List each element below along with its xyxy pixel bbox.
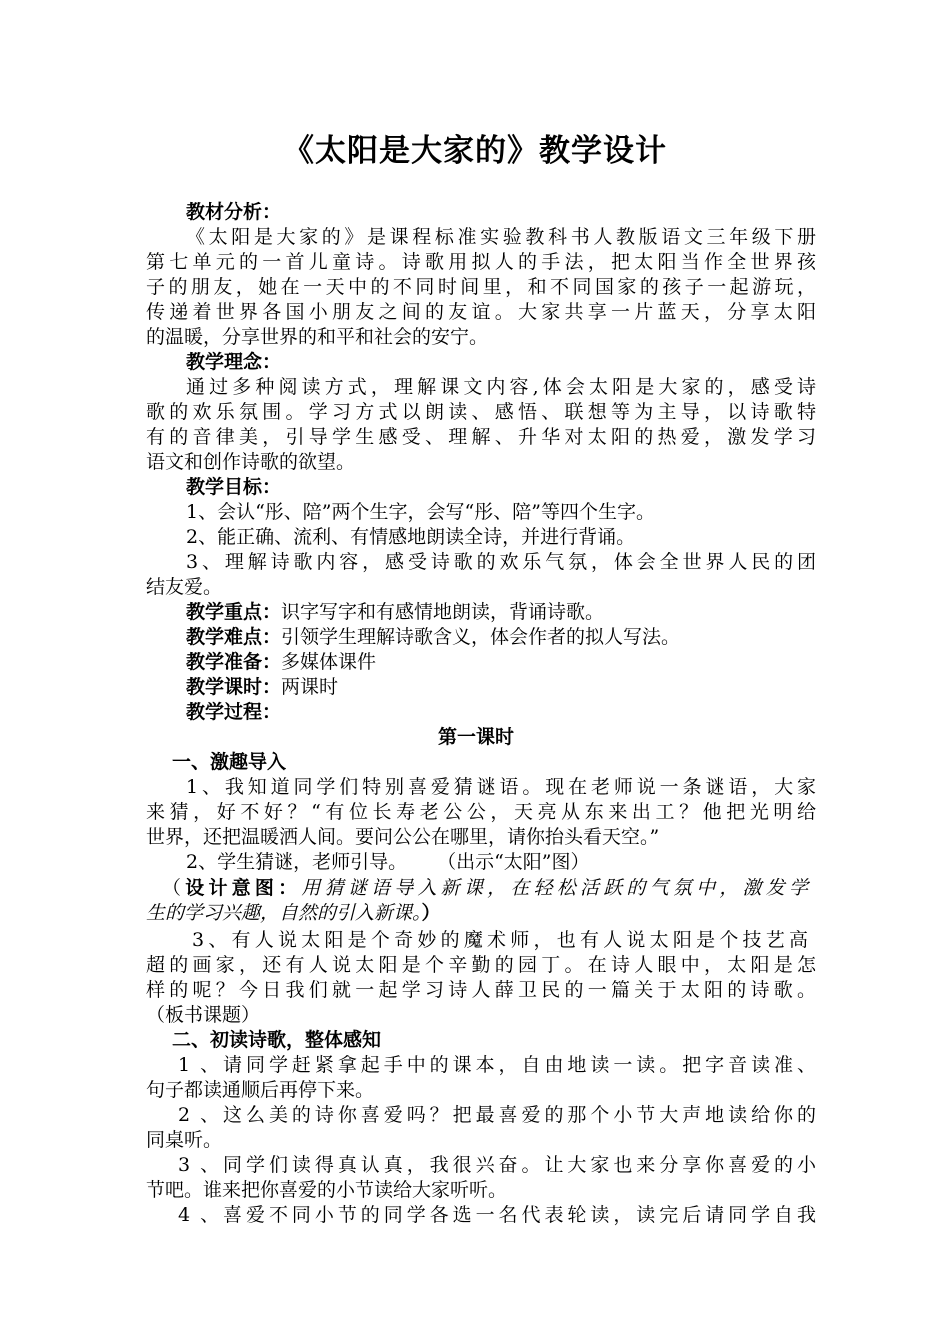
difficulty-label: 教学难点： — [186, 626, 282, 648]
section1-line: 1、我知道同学们特别喜爱猜谜语。现在老师说一条谜语，大家 — [186, 776, 816, 798]
section1-line: 世界，还把温暖洒人间。要问公公在哪里，请你抬头看天空。” — [146, 826, 660, 848]
section2-line: 2 、这么美的诗你喜爱吗？把最喜爱的那个小节大声地读给你的 — [178, 1104, 816, 1126]
design-intent-text: 用猜谜语导入新课，在轻松活跃的气氛中，激发学 — [301, 877, 808, 899]
hours-label: 教学课时： — [186, 676, 282, 698]
section1-line: 3、有人说太阳是个奇妙的魔术师，也有人说太阳是个技艺高 — [192, 929, 808, 951]
difficulty-text: 引领学生理解诗歌含义，体会作者的拟人写法。 — [281, 626, 681, 648]
section1-line: 来猜，好不好？“有位长寿老公公，天亮从东来出工？他把光明给 — [146, 801, 816, 823]
concept-line: 通过多种阅读方式，理解课文内容,体会太阳是大家的，感受诗 — [186, 376, 816, 398]
section1-heading: 一、激趣导入 — [172, 751, 287, 773]
goals-heading: 教学目标： — [186, 476, 282, 498]
section1-line: 样的呢？今日我们就一起学习诗人薛卫民的一篇关于太阳的诗歌。 — [146, 979, 816, 1001]
section2-line: 4 、喜爱不同小节的同学各选一名代表轮读，读完后请同学自我 — [178, 1204, 816, 1226]
analysis-line: 第七单元的一首儿童诗。诗歌用拟人的手法，把太阳当作全世界孩 — [146, 251, 816, 273]
goal-item: 1、会认“彤、陪”两个生字，会写“彤、陪”等四个生字。 — [186, 501, 655, 523]
concept-line: 歌的欢乐氛围。学习方式以朗读、感悟、联想等为主导，以诗歌特 — [146, 401, 816, 423]
hours-row — [186, 675, 816, 699]
goal-item: 结友爱。 — [146, 576, 223, 598]
section2-line: 同桌听。 — [146, 1129, 223, 1151]
document-title: 《太阳是大家的》教学设计 — [283, 133, 667, 169]
process-heading: 教学过程： — [186, 701, 282, 723]
goal-item: 2、能正确、流利、有情感地朗读全诗，并进行背诵。 — [186, 526, 636, 548]
key-points-label: 教学重点： — [186, 601, 282, 623]
concept-heading: 教学理念： — [186, 351, 282, 373]
section1-line: （板书课题） — [146, 1004, 261, 1026]
design-intent-label: 设计意图： — [185, 877, 302, 899]
section2-heading: 二、初读诗歌，整体感知 — [172, 1029, 382, 1051]
concept-line: 语文和创作诗歌的欲望。 — [146, 451, 356, 473]
section1-line: 超的画家，还有人说太阳是个辛勤的园丁。在诗人眼中，太阳是怎 — [146, 954, 816, 976]
section2-line: 3 、同学们读得真认真，我很兴奋。让大家也来分享你喜爱的小 — [178, 1154, 816, 1176]
section2-line: 节吧。谁来把你喜爱的小节读给大家听听。 — [146, 1179, 508, 1201]
analysis-heading: 教材分析： — [186, 201, 282, 223]
preparation-label: 教学准备： — [186, 651, 282, 673]
analysis-line: 的温暖，分享世界的和平和社会的安宁。 — [146, 326, 489, 348]
key-points-row — [186, 600, 816, 624]
design-intent-open: （ — [162, 877, 186, 899]
difficulty-row — [186, 625, 816, 649]
preparation-text: 多媒体课件 — [281, 651, 377, 673]
design-intent-row-2 — [146, 901, 816, 925]
analysis-line: 《太阳是大家的》是课程标准实验教科书人教版语文三年级下册 — [186, 226, 816, 248]
hours-text: 两课时 — [281, 676, 339, 698]
lesson1-heading: 第一课时 — [437, 726, 514, 748]
analysis-line: 传递着世界各国小朋友之间的友谊。大家共享一片蓝天，分享太阳 — [146, 301, 816, 323]
key-points-text: 识字写字和有感情地朗读，背诵诗歌。 — [281, 601, 605, 623]
guess-note: （出示“太阳”图） — [437, 851, 590, 873]
guess-text: 2、学生猜谜，老师引导。 — [186, 851, 408, 873]
design-intent-close: ） — [421, 902, 441, 924]
design-intent-text: 生的学习兴趣，自然的引入新课。 — [146, 902, 422, 924]
guess-row — [186, 850, 816, 874]
preparation-row — [186, 650, 816, 674]
section2-line: 1 、请同学赶紧拿起手中的课本，自由地读一读。把字音读准、 — [178, 1054, 816, 1076]
concept-line: 有的音律美，引导学生感受、理解、升华对太阳的热爱，激发学习 — [146, 426, 816, 448]
design-intent-row — [162, 876, 808, 900]
goal-item: 3、理解诗歌内容，感受诗歌的欢乐气氛，体会全世界人民的团 — [186, 551, 816, 573]
analysis-line: 子的朋友，她在一天中的不同时间里，和不同国家的孩子一起游玩， — [146, 276, 816, 298]
section2-line: 句子都读通顺后再停下来。 — [146, 1079, 375, 1101]
